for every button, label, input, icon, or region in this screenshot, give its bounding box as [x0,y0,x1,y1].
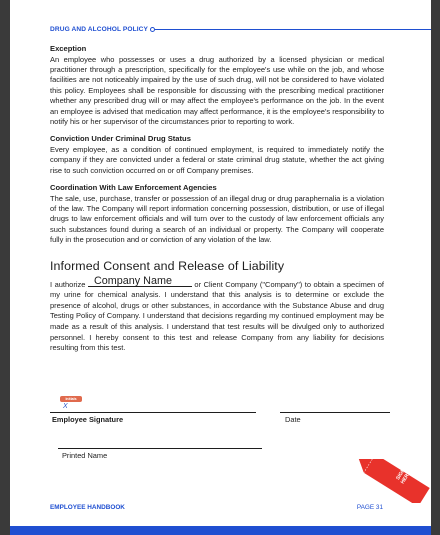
section-consent [50,259,384,354]
date-line[interactable] [280,412,390,413]
consent-text: or Client Company ("Company") to obtain a specimen of my urine for chemical analysis. I understand that this analysis is to determine or exclude the presence of alcohol, drugs or other substances, in accordance with the Substance Abuse and drug Testing Policy of Company. I understand that decisions regarding my continued employment may be made as a result of this analysis. I understand that test results will be divulged only to authorized personnel. I hereby consent to this test and release Company from any liability for decisions resulting from this test. [50,279,384,353]
section-heading: Coordination With Law Enforcement Agencies [50,183,217,193]
sign-here-shape [352,459,430,503]
section-conviction [50,134,384,176]
section-heading: Conviction Under Criminal Drug Status [50,134,191,144]
section-body: The sale, use, purchase, transfer or possession of an illegal drug or drug paraphernalia is a violation of the law. The Company will report information concerning possession, distribution, or use of illegal drugs to law enforcement officials and will turn over to the custody of law enforcement officials any such substances found during a search of an individual or property. The Company will cooperate fully in the prosecution and or conviction of any violation of the law. [50,193,384,245]
page-header [50,26,431,33]
page-number: PAGE 31 [356,504,383,511]
header-title: DRUG AND ALCOHOL POLICY [50,26,149,33]
footer-title: EMPLOYEE HANDBOOK [50,504,125,511]
consent-body [50,274,384,354]
initials-sticker[interactable]: Initials [60,396,82,402]
sign-here-arrow-icon [348,459,431,503]
section-heading: Exception [50,44,87,53]
section-body: An employee who possesses or uses a drug authorized by a licensed physician or medical practitioner through a prescription, specifically for the employee's use while on the job, and whose facilities are not noticeably impaired by the use of such drug, will not be considered to have violated this policy. Employees shall be responsible for discussing with the prescribing medical practitioner whether any prescribed drug will or may affect the employee's performance on the job. In the event an employee is advised that medication may affect performance, it is the employee's responsibility to notify his or her supervisor of the circumstances prior to reporting to work. [50,54,384,126]
section-exception [50,44,384,127]
section-coordination [50,183,384,246]
consent-heading: Informed Consent and Release of Liability [50,258,285,273]
signature-x-mark: X [63,403,68,410]
header-rule [155,29,431,30]
document-page [10,0,431,535]
sign-here-label: SIGN HERE [395,467,413,486]
sign-here-flag[interactable] [348,459,431,503]
employee-signature-line[interactable] [50,412,256,413]
footer-bar [10,526,431,535]
printed-name-line[interactable] [58,448,262,449]
employee-signature-label: Employee Signature [52,415,124,424]
printed-name-label: Printed Name [62,451,108,460]
policy-content [50,44,384,354]
consent-prefix: I authorize [50,279,86,289]
date-label: Date [285,415,301,424]
company-name-field[interactable] [88,274,192,287]
company-name-value: Company Name [93,274,172,287]
page-footer [50,504,383,511]
section-body: Every employee, as a condition of continued employment, is required to immediately notify the company if they are convicted under a federal or state criminal drug statute, whether the act giving rise to such conviction occurred on or off Company premises. [50,144,384,175]
